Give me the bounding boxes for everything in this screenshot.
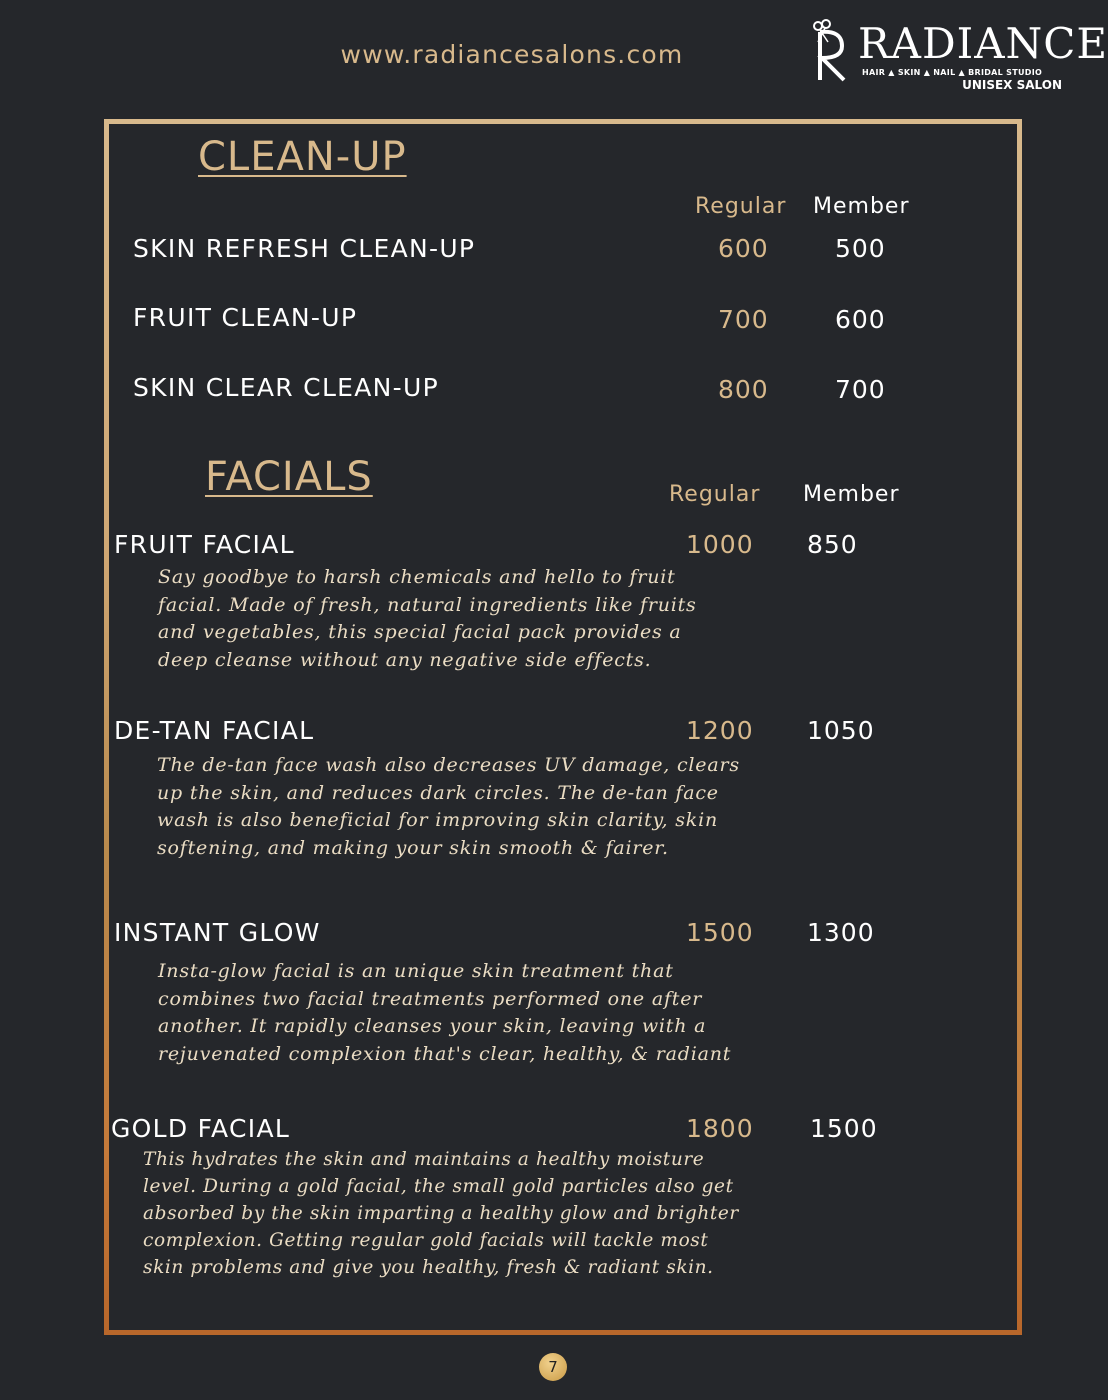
website-url[interactable]: www.radiancesalons.com bbox=[340, 40, 684, 69]
regular-price: 1500 bbox=[686, 918, 754, 947]
member-price: 500 bbox=[835, 234, 886, 263]
description-line: softening, and making your skin smooth & fairer. bbox=[157, 836, 669, 859]
description-line: rejuvenated complexion that's clear, healthy, & radiant bbox=[158, 1042, 732, 1065]
description-line: and vegetables, this special facial pack provides a bbox=[158, 621, 682, 643]
description-line: skin problems and give you healthy, fresh & radiant skin. bbox=[143, 1257, 714, 1278]
cleanup-col-member: Member bbox=[813, 194, 910, 219]
service-name: SKIN REFRESH CLEAN-UP bbox=[133, 234, 476, 263]
service-name: DE-TAN FACIAL bbox=[114, 716, 315, 745]
page-number-badge: 7 bbox=[539, 1353, 567, 1381]
cleanup-title: CLEAN-UP bbox=[198, 134, 407, 180]
regular-price: 1200 bbox=[686, 716, 754, 745]
description-line: up the skin, and reduces dark circles. The de-tan face bbox=[157, 781, 719, 804]
logo-wordmark: RADIANCE bbox=[858, 19, 1108, 68]
service-name: GOLD FACIAL bbox=[111, 1114, 291, 1143]
member-price: 600 bbox=[835, 305, 886, 334]
facials-col-regular: Regular bbox=[669, 482, 761, 507]
description-line: This hydrates the skin and maintains a healthy moisture bbox=[143, 1149, 705, 1170]
description-line: Insta-glow facial is an unique skin treatment that bbox=[158, 960, 674, 982]
facials-col-member: Member bbox=[803, 482, 900, 507]
service-name: FRUIT FACIAL bbox=[114, 530, 295, 559]
description-line: level. During a gold facial, the small gold particles also get bbox=[143, 1176, 734, 1197]
scissors-r-logo-icon bbox=[812, 18, 860, 84]
service-description bbox=[158, 564, 697, 674]
description-line: combines two facial treatments performed one after bbox=[158, 987, 703, 1010]
regular-price: 1000 bbox=[686, 530, 754, 559]
salon-logo bbox=[812, 18, 1108, 98]
description-line: deep cleanse without any negative side effects. bbox=[158, 648, 652, 671]
logo-subtitle: UNISEX SALON bbox=[962, 78, 1062, 92]
service-name: SKIN CLEAR CLEAN-UP bbox=[133, 373, 439, 402]
description-line: wash is also beneficial for improving skin clarity, skin bbox=[157, 809, 719, 831]
facials-title: FACIALS bbox=[205, 454, 373, 500]
member-price: 1500 bbox=[810, 1114, 878, 1143]
member-price: 1050 bbox=[807, 716, 875, 745]
regular-price: 600 bbox=[718, 234, 769, 263]
service-name: INSTANT GLOW bbox=[114, 918, 321, 947]
regular-price: 800 bbox=[718, 375, 769, 404]
service-description bbox=[158, 958, 731, 1068]
logo-tagline: HAIR ▲ SKIN ▲ NAIL ▲ BRIDAL STUDIO bbox=[862, 68, 1043, 77]
description-line: facial. Made of fresh, natural ingredients like fruits bbox=[158, 593, 697, 616]
service-description bbox=[157, 752, 740, 862]
description-line: absorbed by the skin imparting a healthy glow and brighter bbox=[143, 1203, 739, 1224]
description-line: Say goodbye to harsh chemicals and hello to fruit bbox=[158, 566, 676, 588]
member-price: 700 bbox=[835, 375, 886, 404]
regular-price: 700 bbox=[718, 305, 769, 334]
description-line: another. It rapidly cleanses your skin, leaving with a bbox=[158, 1015, 707, 1037]
description-line: The de-tan face wash also decreases UV damage, clears bbox=[157, 754, 740, 776]
member-price: 1300 bbox=[807, 918, 875, 947]
service-name: FRUIT CLEAN-UP bbox=[133, 303, 358, 332]
member-price: 850 bbox=[807, 530, 858, 559]
service-description bbox=[143, 1146, 739, 1281]
regular-price: 1800 bbox=[686, 1114, 754, 1143]
cleanup-col-regular: Regular bbox=[695, 194, 787, 219]
description-line: complexion. Getting regular gold facials will tackle most bbox=[143, 1230, 709, 1251]
